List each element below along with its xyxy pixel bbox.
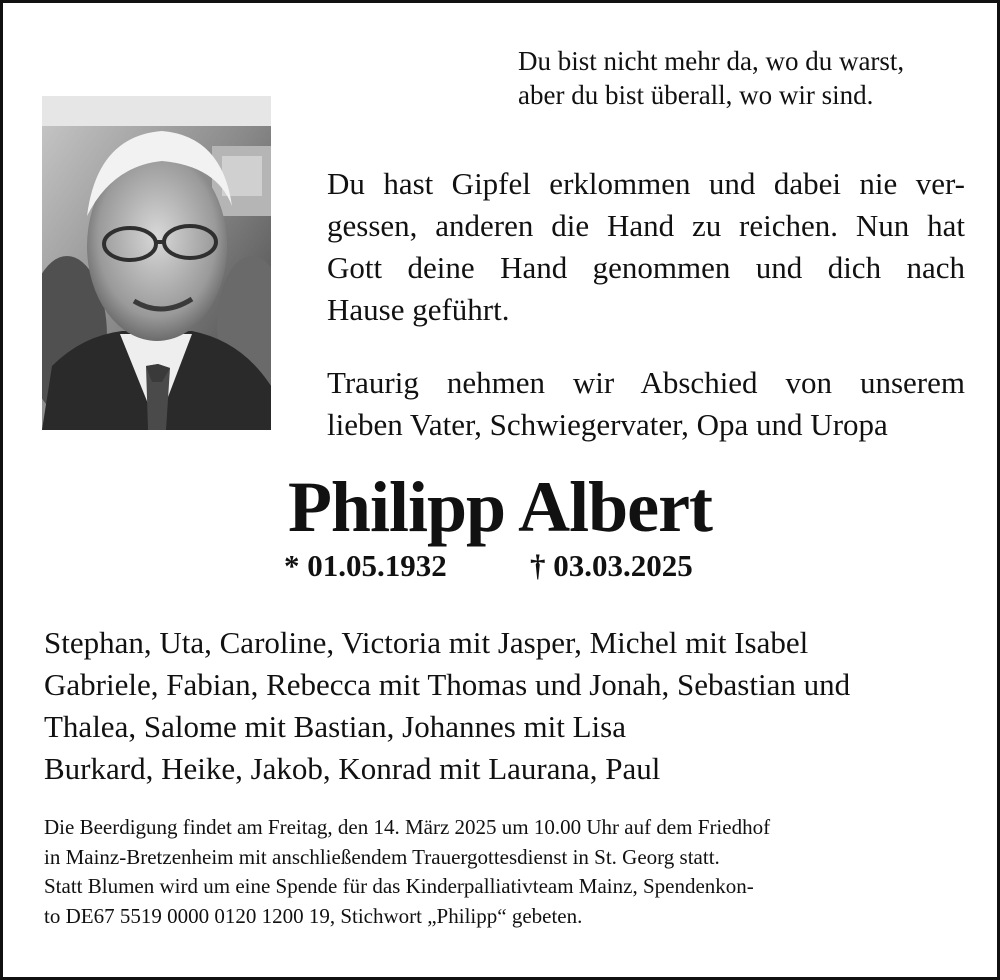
deceased-name: Philipp Albert	[287, 467, 713, 547]
verse-line: Hause geführt.	[327, 292, 510, 327]
birth-date: * 01.05.1932	[284, 548, 447, 583]
family-line: Stephan, Uta, Caroline, Victoria mit Jasper, Michel mit Isabel	[44, 625, 809, 660]
portrait-photo-image	[42, 96, 271, 430]
family-line: Burkard, Heike, Jakob, Konrad mit Laurana, Paul	[44, 751, 661, 786]
verse-line: gessen, anderen die Hand zu reichen. Nun hat	[327, 208, 965, 243]
mourning-line: lieben Vater, Schwiegervater, Opa und Uropa	[327, 407, 888, 442]
verse-line: Du hast Gipfel erklommen und dabei nie ver-	[327, 166, 965, 201]
motto-line: aber du bist überall, wo wir sind.	[518, 80, 874, 110]
verse-text	[327, 163, 965, 331]
mourning-line: Traurig nehmen wir Abschied von unserem	[327, 365, 965, 400]
mourning-text	[327, 362, 965, 446]
notice-line: to DE67 5519 0000 0120 1200 19, Stichwort „Philipp“ gebeten.	[44, 903, 583, 928]
funeral-notice	[44, 813, 956, 931]
family-line: Thalea, Salome mit Bastian, Johannes mit Lisa	[44, 709, 626, 744]
motto-line: Du bist nicht mehr da, wo du warst,	[518, 46, 905, 76]
verse-line: Gott deine Hand genommen und dich nach	[327, 250, 965, 285]
notice-line: Die Beerdigung findet am Freitag, den 14. März 2025 um 10.00 Uhr auf dem Friedhof	[44, 815, 771, 839]
death-date: † 03.03.2025	[530, 548, 693, 583]
notice-line: Statt Blumen wird um eine Spende für das Kinderpalliativteam Mainz, Spendenkon-	[44, 874, 754, 898]
family-list	[44, 622, 964, 790]
family-line: Gabriele, Fabian, Rebecca mit Thomas und Jonah, Sebastian und	[44, 667, 851, 702]
notice-line: in Mainz-Bretzenheim mit anschließendem Trauergottesdienst in St. Georg statt.	[44, 844, 720, 869]
portrait-photo	[42, 96, 271, 430]
motto-quote	[518, 44, 904, 112]
